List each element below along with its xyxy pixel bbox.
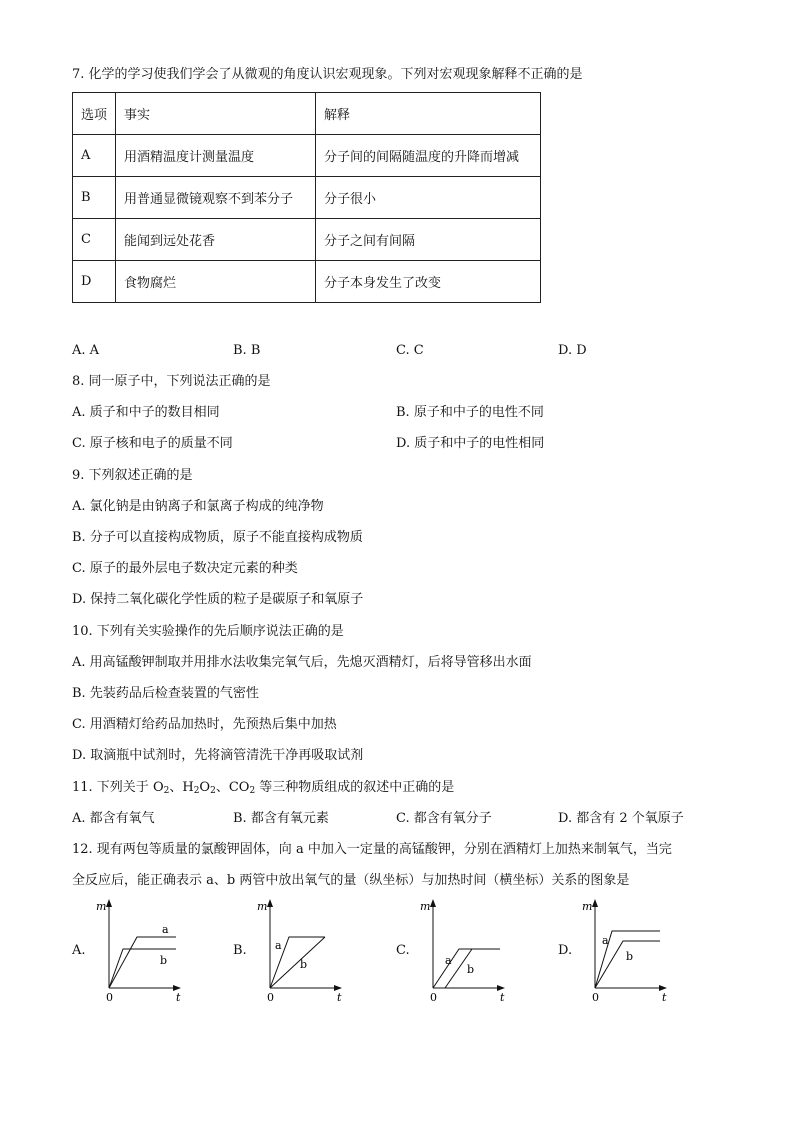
curve-b-label: b [467, 963, 475, 976]
q11-stem [72, 779, 454, 797]
table-row [73, 261, 541, 303]
q7-option-d[interactable]: D. D [558, 343, 587, 358]
curve-b-label: b [626, 950, 634, 963]
q11-stem-text: 11. 下列关于 O [72, 780, 164, 795]
table-header-row [73, 93, 541, 135]
q11-option-d[interactable]: D. 都含有 2 个氧原子 [558, 811, 684, 826]
q11-option-c[interactable]: C. 都含有氧分子 [396, 811, 492, 826]
table-row [73, 219, 541, 261]
curve-b-label: b [300, 958, 308, 971]
q12-graph-b[interactable] [253, 898, 343, 1002]
q11-option-b[interactable]: B. 都含有氧元素 [233, 811, 329, 826]
q12-option-a-label[interactable]: A. [72, 943, 86, 958]
table-cell: 分子本身发生了改变 [316, 261, 541, 303]
table-header-cell: 事实 [116, 93, 316, 135]
table-row [73, 177, 541, 219]
q7-table [72, 92, 541, 303]
y-axis-arrow-icon [592, 899, 598, 907]
origin-label: 0 [592, 991, 599, 1002]
q10-stem: 10. 下列有关实验操作的先后顺序说法正确的是 [72, 624, 344, 639]
y-axis-label: m [257, 900, 268, 913]
q11-stem-text: 等三种物质组成的叙述中正确的是 [255, 780, 455, 795]
subscript: 2 [249, 786, 256, 796]
x-axis-label: t [337, 991, 342, 1002]
origin-label: 0 [430, 991, 437, 1002]
q10-option-c[interactable]: C. 用酒精灯给药品加热时，先预热后集中加热 [72, 717, 337, 732]
curve-a-label: a [275, 939, 282, 952]
y-axis-arrow-icon [430, 899, 436, 907]
q9-option-b[interactable]: B. 分子可以直接构成物质，原子不能直接构成物质 [72, 530, 363, 545]
origin-label: 0 [267, 991, 274, 1002]
table-cell: A [73, 135, 116, 177]
y-axis-arrow-icon [267, 899, 273, 907]
q7-option-a[interactable]: A. A [72, 343, 100, 358]
q12-graph-c[interactable] [416, 898, 506, 1002]
q10-option-b[interactable]: B. 先装药品后检查装置的气密性 [72, 686, 259, 701]
table-cell: 用普通显微镜观察不到苯分子 [116, 177, 316, 219]
q11-stem-text: 、CO [215, 780, 250, 795]
y-axis-label: m [582, 900, 593, 913]
curve-a-label: a [162, 923, 169, 936]
curve-b [595, 941, 660, 988]
x-axis-label: t [176, 991, 181, 1002]
table-cell: 分子间的间隔随温度的升降而增减 [316, 135, 541, 177]
table-cell: D [73, 261, 116, 303]
table-cell: 能闻到远处花香 [116, 219, 316, 261]
table-cell: C [73, 219, 116, 261]
curve-a-label: a [602, 934, 609, 947]
q10-option-d[interactable]: D. 取滴瓶中试剂时，先将滴管清洗干净再吸取试剂 [72, 748, 364, 763]
table-header-cell: 选项 [73, 93, 116, 135]
curve-a-label: a [445, 954, 452, 967]
table-row [73, 135, 541, 177]
q7-option-c[interactable]: C. C [396, 343, 424, 358]
q7-stem: 7. 化学的学习使我们学会了从微观的角度认识宏观现象。下列对宏观现象解释不正确的是 [72, 67, 583, 82]
q9-option-c[interactable]: C. 原子的最外层电子数决定元素的种类 [72, 561, 298, 576]
table-cell: 食物腐烂 [116, 261, 316, 303]
q9-stem: 9. 下列叙述正确的是 [72, 468, 193, 483]
q8-stem: 8. 同一原子中，下列说法正确的是 [72, 374, 271, 389]
q7-option-b[interactable]: B. B [233, 343, 261, 358]
table-cell: 分子很小 [316, 177, 541, 219]
q10-option-a[interactable]: A. 用高锰酸钾制取并用排水法收集完氧气后，先熄灭酒精灯，后将导管移出水面 [72, 655, 532, 670]
q12-graph-d[interactable] [578, 898, 668, 1002]
y-axis-label: m [96, 900, 107, 913]
x-axis-label: t [662, 991, 667, 1002]
q11-stem-text: O [199, 780, 211, 795]
table-cell: B [73, 177, 116, 219]
y-axis-arrow-icon [106, 899, 112, 907]
q12-option-b-label[interactable]: B. [233, 943, 247, 958]
q11-option-a[interactable]: A. 都含有氧气 [72, 811, 155, 826]
q9-option-d[interactable]: D. 保持二氧化碳化学性质的粒子是碳原子和氧原子 [72, 592, 364, 607]
x-axis-label: t [500, 991, 505, 1002]
subscript: 2 [163, 786, 170, 796]
subscript: 2 [193, 786, 200, 796]
q8-option-d[interactable]: D. 质子和中子的电性相同 [396, 436, 545, 451]
table-header-cell: 解释 [316, 93, 541, 135]
q12-option-c-label[interactable]: C. [396, 943, 410, 958]
q9-option-a[interactable]: A. 氯化钠是由钠离子和氯离子构成的纯净物 [72, 499, 324, 514]
q12-stem-line1: 12. 现有两包等质量的氯酸钾固体，向 a 中加入一定量的高锰酸钾，分别在酒精灯上加热来制氧气，当完 [72, 842, 672, 857]
q12-option-d-label[interactable]: D. [558, 943, 573, 958]
subscript: 2 [210, 786, 216, 796]
q8-option-c[interactable]: C. 原子核和电子的质量不同 [72, 436, 233, 451]
curve-b-label: b [160, 954, 168, 967]
q11-stem-text: 、H [169, 780, 194, 795]
origin-label: 0 [106, 991, 113, 1002]
y-axis-label: m [420, 900, 431, 913]
q12-graph-a[interactable] [92, 898, 182, 1002]
table-cell: 分子之间有间隔 [316, 219, 541, 261]
q8-option-b[interactable]: B. 原子和中子的电性不同 [396, 405, 544, 420]
table-cell: 用酒精温度计测量温度 [116, 135, 316, 177]
q12-stem-line2: 全反应后，能正确表示 a、b 两管中放出氧气的量（纵坐标）与加热时间（横坐标）关系的图象是 [72, 873, 630, 888]
q8-option-a[interactable]: A. 质子和中子的数目相同 [72, 405, 220, 420]
